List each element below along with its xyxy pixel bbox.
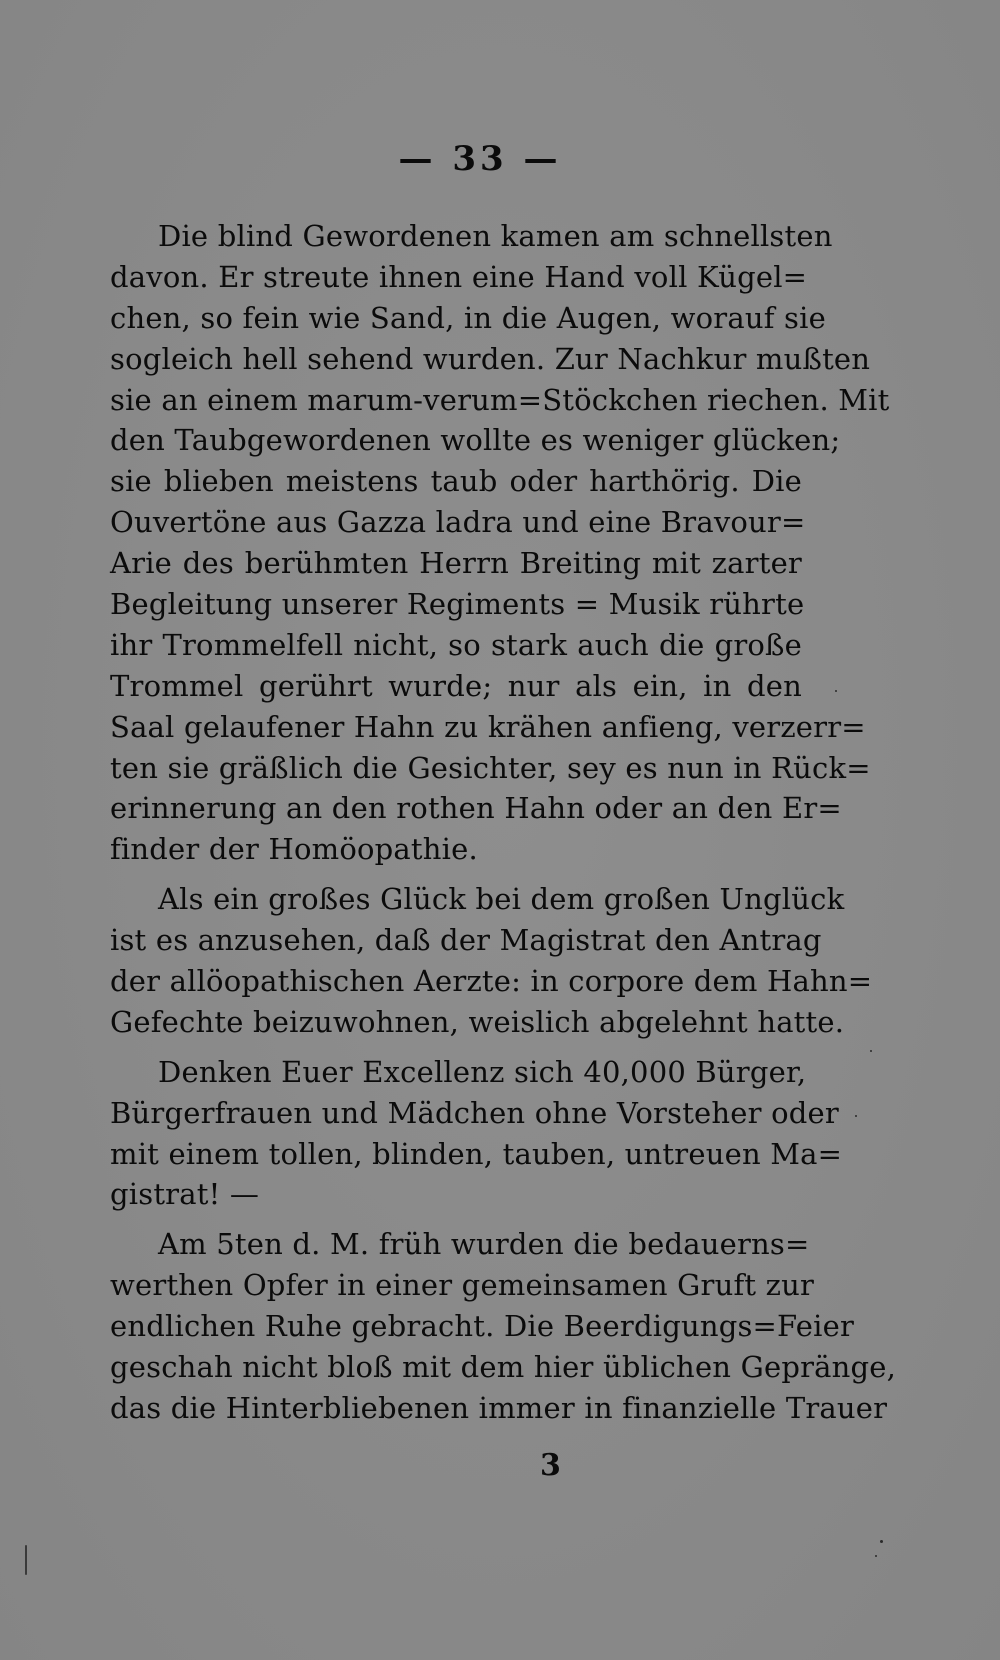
text-line: mit einem tollen, blinden, tauben, untreuen Ma= — [110, 1136, 843, 1171]
text-line: gistrat! — — [110, 1177, 260, 1212]
text-line: geschah nicht bloß mit dem hier üblichen Gepränge, — [110, 1350, 897, 1385]
text-line: Trommel gerührt wurde; nur als ein, in den — [110, 668, 802, 703]
text-line: Arie des berühmten Herrn Breiting mit zarter — [110, 546, 802, 581]
text-line: davon. Er streute ihnen eine Hand voll Kügel= — [110, 259, 808, 294]
scan-speck — [25, 1545, 27, 1575]
scan-speck — [855, 1115, 857, 1117]
scan-speck — [835, 690, 837, 692]
text-line: finder der Homöopathie. — [110, 832, 478, 867]
text-line: erinnerung an den rothen Hahn oder an den Er= — [110, 791, 842, 826]
paragraph-3 — [110, 1052, 843, 1216]
text-line: werthen Opfer in einer gemeinsamen Gruft zur — [110, 1268, 815, 1303]
paragraph-4 — [110, 1224, 897, 1428]
text-line: chen, so fein wie Sand, in die Augen, worauf sie — [110, 300, 826, 335]
text-line: sie blieben meistens taub oder harthörig. Die — [110, 464, 802, 499]
text-line: sie an einem marum-verum=Stöckchen riechen. Mit — [110, 382, 890, 417]
text-line: der allöopathischen Aerzte: in corpore dem Hahn= — [110, 964, 873, 999]
text-line: Gefechte beizuwohnen, weislich abgelehnt hatte. — [110, 1004, 845, 1039]
text-line: endlichen Ruhe gebracht. Die Beerdigungs=Feier — [110, 1309, 855, 1344]
text-line: ist es anzusehen, daß der Magistrat den Antrag — [110, 923, 822, 958]
text-line: Begleitung unserer Regiments = Musik rührte — [110, 587, 805, 622]
text-line: sogleich hell sehend wurden. Zur Nachkur mußten — [110, 341, 871, 376]
text-line: Denken Euer Excellenz sich 40,000 Bürger, — [158, 1054, 807, 1089]
scan-speck — [880, 1540, 883, 1543]
text-line: Als ein großes Glück bei dem großen Unglück — [158, 882, 845, 917]
page-header — [0, 139, 1000, 179]
text-line: das die Hinterbliebenen immer in finanzielle Trauer — [110, 1390, 888, 1425]
scan-speck — [870, 1050, 872, 1052]
text-line: Saal gelaufener Hahn zu krähen anfieng, verzerr= — [110, 709, 866, 744]
paragraph-1 — [110, 216, 890, 870]
text-line: den Taubgewordenen wollte es weniger glücken; — [110, 423, 841, 458]
text-line: Am 5ten d. M. früh wurden die bedauerns= — [158, 1227, 810, 1262]
scan-speck — [875, 1555, 877, 1557]
text-line: ten sie gräßlich die Gesichter, sey es nun in Rück= — [110, 750, 871, 785]
page-number: — 33 — — [398, 139, 562, 179]
paragraph-2 — [110, 879, 873, 1043]
text-line: Ouvertöne aus Gazza ladra und eine Bravour= — [110, 505, 806, 540]
text-line: Die blind Gewordenen kamen am schnellsten — [158, 219, 833, 253]
body-text — [110, 216, 897, 1429]
text-line: Bürgerfrauen und Mädchen ohne Vorsteher oder — [110, 1095, 839, 1130]
text-line: ihr Trommelfell nicht, so stark auch die große — [110, 627, 802, 662]
signature-mark: 3 — [540, 1448, 561, 1483]
